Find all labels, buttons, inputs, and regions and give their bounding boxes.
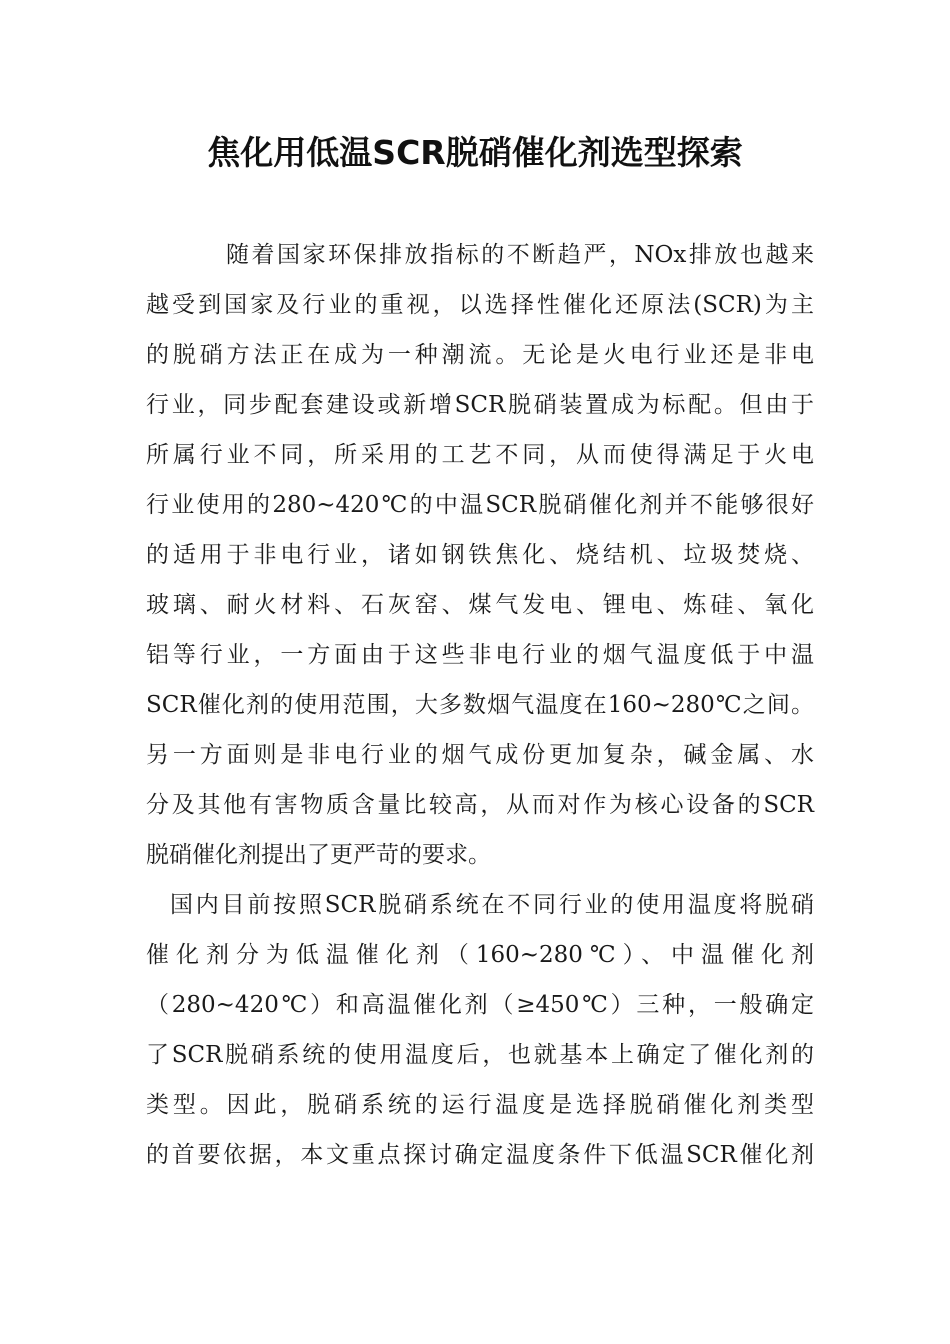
paragraph-line: 的脱硝方法正在成为一种潮流。无论是火电行业还是非电 bbox=[146, 342, 814, 368]
document-body bbox=[146, 230, 814, 1180]
paragraph-line: 的首要依据，本文重点探讨确定温度条件下低温SCR催化剂 bbox=[146, 1142, 814, 1168]
paragraph-line: 的适用于非电行业，诸如钢铁焦化、烧结机、垃圾焚烧、 bbox=[146, 542, 814, 568]
paragraph-line: 脱硝催化剂提出了更严苛的要求。 bbox=[146, 842, 491, 868]
paragraph-line: 行业使用的280~420℃的中温SCR脱硝催化剂并不能够很好 bbox=[146, 492, 814, 518]
paragraph-1 bbox=[146, 230, 814, 880]
document-title: 焦化用低温SCR脱硝催化剂选型探索 bbox=[207, 133, 743, 172]
paragraph-2 bbox=[146, 880, 814, 1180]
paragraph-line: 催化剂分为低温催化剂（160~280℃）、中温催化剂 bbox=[146, 942, 814, 968]
paragraph-line: 类型。因此，脱硝系统的运行温度是选择脱硝催化剂类型 bbox=[146, 1092, 814, 1118]
paragraph-line: SCR催化剂的使用范围，大多数烟气温度在160~280℃之间。 bbox=[146, 692, 814, 718]
paragraph-line: 玻璃、耐火材料、石灰窑、煤气发电、锂电、炼硅、氧化 bbox=[146, 592, 814, 618]
paragraph-line: 另一方面则是非电行业的烟气成份更加复杂，碱金属、水 bbox=[146, 742, 814, 768]
paragraph-line: （280~420℃）和高温催化剂（≥450℃）三种，一般确定 bbox=[146, 992, 814, 1018]
paragraph-line: 行业，同步配套建设或新增SCR脱硝装置成为标配。但由于 bbox=[146, 392, 814, 418]
paragraph-line: 越受到国家及行业的重视，以选择性催化还原法(SCR)为主 bbox=[146, 292, 814, 318]
paragraph-line: 铝等行业，一方面由于这些非电行业的烟气温度低于中温 bbox=[146, 642, 814, 668]
paragraph-line: 所属行业不同，所采用的工艺不同，从而使得满足于火电 bbox=[146, 442, 814, 468]
paragraph-line: 随着国家环保排放指标的不断趋严，NOx排放也越来 bbox=[226, 242, 814, 268]
paragraph-line: 分及其他有害物质含量比较高，从而对作为核心设备的SCR bbox=[146, 792, 814, 818]
paragraph-line: 国内目前按照SCR脱硝系统在不同行业的使用温度将脱硝 bbox=[170, 892, 814, 918]
paragraph-line: 了SCR脱硝系统的使用温度后，也就基本上确定了催化剂的 bbox=[146, 1042, 814, 1068]
